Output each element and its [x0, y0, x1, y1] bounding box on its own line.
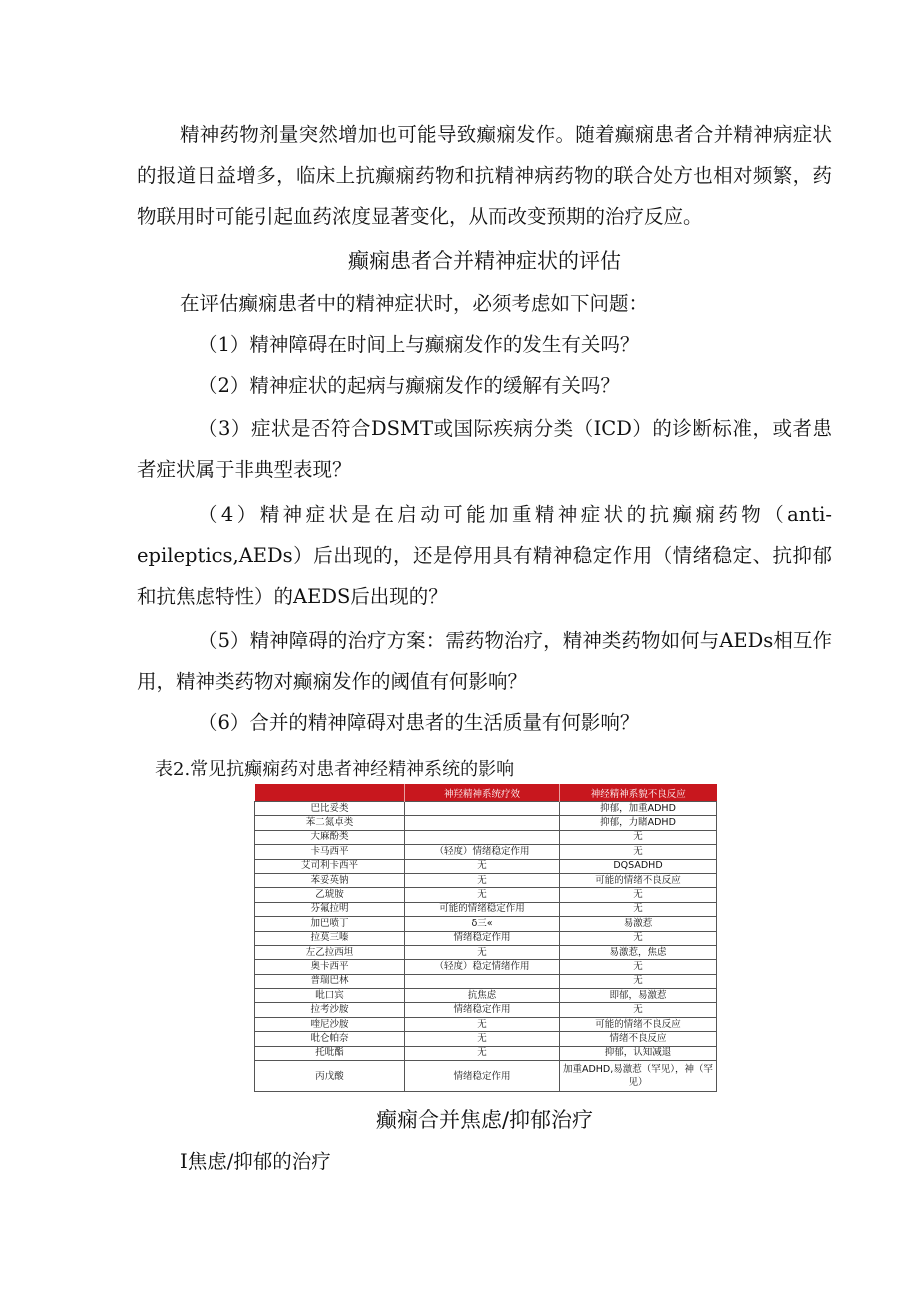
cell-adverse: 无 — [560, 845, 717, 859]
aed-effects-table — [254, 784, 717, 1092]
cell-drug: 艾司利卡西平 — [255, 859, 405, 873]
intro-paragraph: 精神药物剂量突然增加也可能导致癫痫发作。随着癫痫患者合并精神病症状的报道日益增多，临床上抗癫痫药物和抗精神病药物的联合处方也相对频繁，药物联用时可能引起血药浓度显著变化，从而改变预期的治疗反应。 — [137, 123, 832, 228]
cell-adverse: 无 — [560, 974, 717, 988]
cell-adverse: 易激惹 — [560, 917, 717, 931]
cell-drug: 乙琥胺 — [255, 888, 405, 902]
header-efficacy: 神羟精神系统疗效 — [405, 784, 560, 802]
cell-efficacy: 无 — [405, 873, 560, 887]
cell-adverse: 无 — [560, 960, 717, 974]
cell-efficacy: 情绪稳定作用 — [405, 1061, 560, 1092]
table-row — [255, 859, 717, 873]
cell-adverse: 无 — [560, 1003, 717, 1017]
cell-efficacy — [405, 802, 560, 816]
table-row — [255, 1061, 717, 1092]
question-2: （2）精神症状的起病与癫痫发作的缓解有关吗？ — [198, 374, 620, 397]
section-title-assessment: 癫痫患者合并精神症状的评估 — [348, 249, 621, 273]
cell-drug: 苯妥英钠 — [255, 873, 405, 887]
cell-adverse: 易激惹，焦虑 — [560, 945, 717, 959]
question-1: （1）精神障碍在时间上与癫痫发作的发生有关吗？ — [198, 333, 640, 356]
cell-efficacy — [405, 816, 560, 830]
table-row — [255, 802, 717, 816]
header-adverse: 神经精神系貌不良反应 — [560, 784, 717, 802]
table-row — [255, 816, 717, 830]
table-row — [255, 1017, 717, 1031]
cell-efficacy: 情绪稳定作用 — [405, 931, 560, 945]
cell-drug: 拉莫三嗪 — [255, 931, 405, 945]
cell-drug: 喹尼沙胺 — [255, 1017, 405, 1031]
table-row — [255, 830, 717, 844]
cell-drug: 托吡酯 — [255, 1046, 405, 1060]
cell-drug: 拉考沙胺 — [255, 1003, 405, 1017]
table-row — [255, 1003, 717, 1017]
cell-adverse: 可能的情绪不良反应 — [560, 873, 717, 887]
cell-adverse: 无 — [560, 902, 717, 916]
cell-adverse: 情绪不良反应 — [560, 1032, 717, 1046]
cell-drug: 吡仑帕奈 — [255, 1032, 405, 1046]
table-row — [255, 960, 717, 974]
table-row — [255, 1046, 717, 1060]
table-row — [255, 917, 717, 931]
cell-adverse: DQSADHD — [560, 859, 717, 873]
treatment-subheading: I焦虑/抑郁的治疗 — [180, 1150, 331, 1173]
cell-adverse: 可能的情绪不良反应 — [560, 1017, 717, 1031]
cell-efficacy — [405, 974, 560, 988]
cell-efficacy: （轻度）情绪稳定作用 — [405, 845, 560, 859]
cell-efficacy: δ三« — [405, 917, 560, 931]
cell-efficacy: 无 — [405, 1032, 560, 1046]
cell-efficacy: 情绪稳定作用 — [405, 1003, 560, 1017]
cell-adverse: 加重ADHD,易激惹（罕见），神（罕见） — [560, 1061, 717, 1092]
table-row — [255, 845, 717, 859]
table-row — [255, 931, 717, 945]
question-6: （6）合并的精神障碍对患者的生活质量有何影响？ — [198, 711, 640, 734]
question-4: （4）精神症状是在启动可能加重精神症状的抗癫痫药物（anti-epileptics,AEDs）后出现的，还是停用具有精神稳定作用（情绪稳定、抗抑郁和抗焦虑特性）的AEDS后出现的？ — [137, 503, 832, 608]
cell-drug: 左乙拉西坦 — [255, 945, 405, 959]
cell-efficacy: （轻度）稳定情绪作用 — [405, 960, 560, 974]
cell-efficacy: 无 — [405, 945, 560, 959]
table-row — [255, 1032, 717, 1046]
cell-drug: 普瑞巴林 — [255, 974, 405, 988]
cell-adverse: 即郁，易激惹 — [560, 989, 717, 1003]
cell-drug: 加巴喷丁 — [255, 917, 405, 931]
table-row — [255, 902, 717, 916]
cell-drug: 吡口宾 — [255, 989, 405, 1003]
table-row — [255, 974, 717, 988]
cell-adverse: 抑郁，认知减退 — [560, 1046, 717, 1060]
cell-efficacy: 抗焦虑 — [405, 989, 560, 1003]
cell-efficacy: 可能的情绪稳定作用 — [405, 902, 560, 916]
table-header-row — [255, 784, 717, 802]
table-row — [255, 873, 717, 887]
cell-efficacy: 无 — [405, 1046, 560, 1060]
cell-adverse: 抑郁，力睹ADHD — [560, 816, 717, 830]
table-row — [255, 945, 717, 959]
cell-efficacy — [405, 830, 560, 844]
cell-drug: 丙戊酸 — [255, 1061, 405, 1092]
assessment-lead: 在评估癫痫患者中的精神症状时，必须考虑如下问题： — [180, 292, 649, 315]
cell-adverse: 抑郁，加重ADHD — [560, 802, 717, 816]
cell-adverse: 无 — [560, 888, 717, 902]
section-title-treatment: 癫痫合并焦虑/抑郁治疗 — [375, 1108, 594, 1132]
table-caption: 表2.常见抗癫痫药对患者神经精神系统的影响 — [155, 759, 515, 780]
question-3: （3）症状是否符合DSMT或国际疾病分类（ICD）的诊断标准，或者患者症状属于非典型表现？ — [137, 417, 832, 481]
cell-drug: 大麻酚类 — [255, 830, 405, 844]
cell-drug: 巴比妥类 — [255, 802, 405, 816]
cell-efficacy: 无 — [405, 888, 560, 902]
table-row — [255, 888, 717, 902]
cell-adverse: 无 — [560, 931, 717, 945]
cell-adverse: 无 — [560, 830, 717, 844]
cell-efficacy: 无 — [405, 1017, 560, 1031]
cell-drug: 芬氟拉明 — [255, 902, 405, 916]
table-row — [255, 989, 717, 1003]
cell-drug: 苯二氮卓类 — [255, 816, 405, 830]
cell-efficacy: 无 — [405, 859, 560, 873]
header-drug — [255, 784, 405, 802]
cell-drug: 奥卡西平 — [255, 960, 405, 974]
question-5: （5）精神障碍的治疗方案：需药物治疗，精神类药物如何与AEDs相互作用，精神类药物对癫痫发作的阈值有何影响？ — [137, 629, 832, 693]
cell-drug: 卡马西平 — [255, 845, 405, 859]
